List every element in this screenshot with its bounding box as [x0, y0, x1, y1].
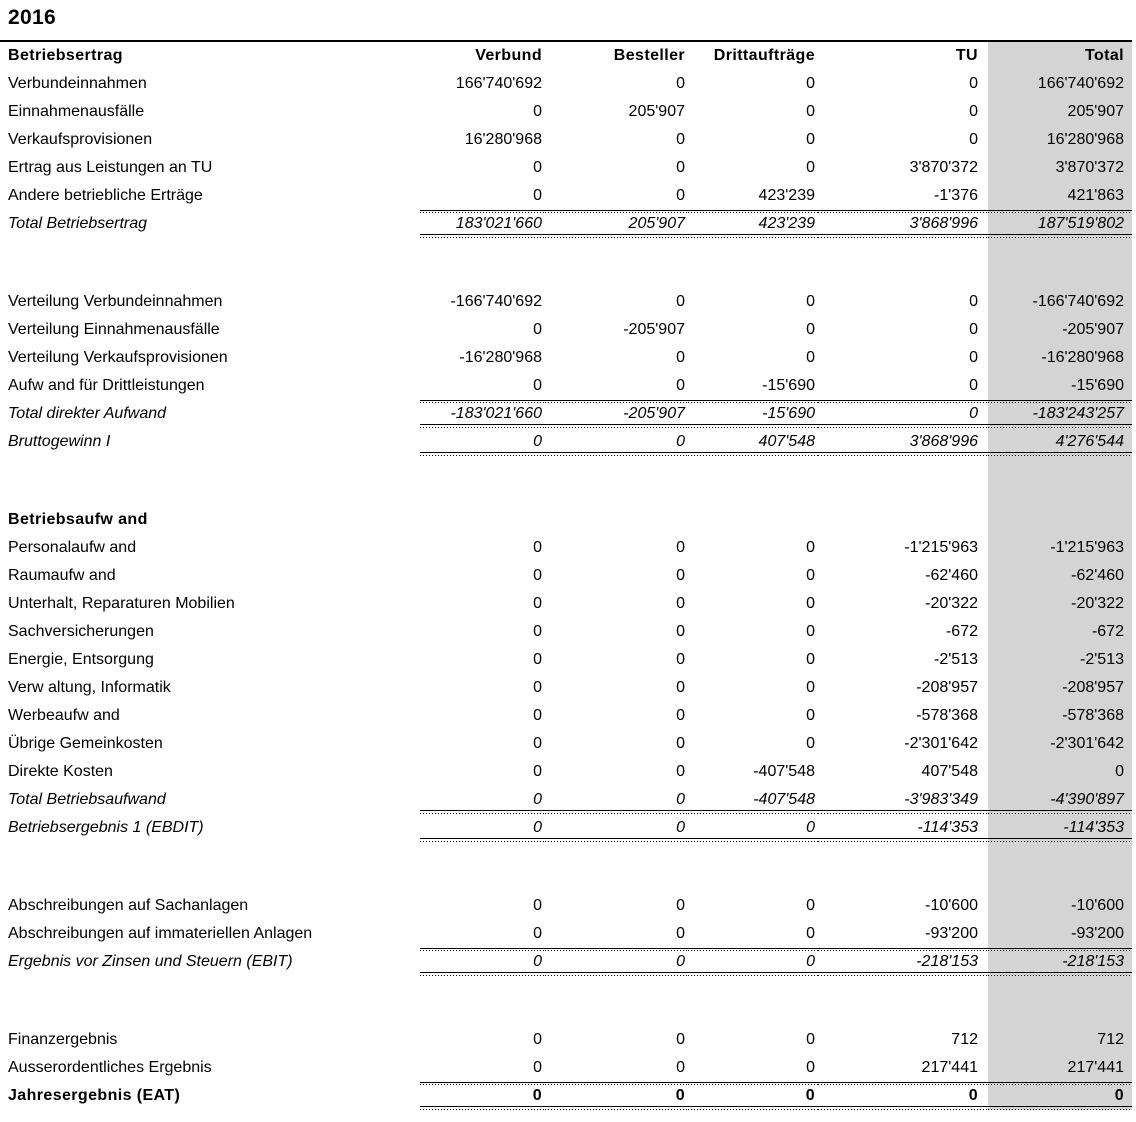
cell-total: -166'740'692 — [988, 288, 1132, 316]
cell-total — [988, 506, 1132, 534]
column-header-verbund: Verbund — [420, 41, 545, 70]
row-label — [0, 842, 420, 892]
spacer-row — [0, 842, 1132, 892]
table-row — [0, 98, 1132, 126]
table-row — [0, 1082, 1132, 1110]
cell-besteller: 0 — [676, 567, 685, 584]
row-label: Total Betriebsertrag — [8, 215, 148, 232]
cell-drittauftraege — [688, 506, 818, 534]
cell-tu: 0 — [818, 1082, 988, 1110]
row-label: Unterhalt, Reparaturen Mobilien — [8, 595, 235, 612]
cell-tu: 0 — [969, 321, 978, 338]
cell-total: 4'276'544 — [988, 428, 1132, 456]
cell-tu: -114'353 — [818, 814, 988, 842]
cell-besteller: 0 — [676, 1031, 685, 1048]
table-row — [0, 288, 1132, 316]
cell-besteller: 0 — [676, 187, 685, 204]
cell-tu: 712 — [951, 1031, 978, 1048]
cell-drittauftraege: 0 — [688, 948, 818, 976]
cell-besteller: 0 — [676, 349, 685, 366]
table-row — [0, 814, 1132, 842]
cell-verbund: 0 — [533, 763, 542, 780]
table-row — [0, 786, 1132, 814]
cell-besteller: 0 — [676, 539, 685, 556]
table-row — [0, 674, 1132, 702]
cell-verbund: 183'021'660 — [420, 210, 545, 238]
cell-drittauftraege: 0 — [806, 75, 815, 92]
cell-verbund: 0 — [533, 377, 542, 394]
cell-total: 0 — [988, 1082, 1132, 1110]
cell-verbund: 0 — [533, 567, 542, 584]
table-row — [0, 70, 1132, 98]
cell-verbund — [420, 238, 545, 288]
cell-besteller — [545, 238, 688, 288]
row-label: Verteilung Verkaufsprovisionen — [8, 349, 228, 366]
cell-besteller: 0 — [676, 763, 685, 780]
cell-verbund: -183'021'660 — [420, 400, 545, 428]
cell-drittauftraege: 0 — [806, 293, 815, 310]
row-label: Betriebsergebnis 1 (EBDIT) — [8, 819, 204, 836]
cell-besteller — [545, 456, 688, 506]
column-header-betriebsertrag: Betriebsertrag — [0, 41, 420, 70]
cell-total: 16'280'968 — [988, 126, 1132, 154]
table-row — [0, 702, 1132, 730]
row-label: Betriebsaufw and — [8, 511, 148, 528]
cell-tu: 0 — [969, 75, 978, 92]
cell-total: 3'870'372 — [988, 154, 1132, 182]
cell-besteller — [545, 842, 688, 892]
table-row — [0, 428, 1132, 456]
income-statement-table — [0, 40, 1132, 1110]
cell-tu — [818, 976, 988, 1026]
row-label: Personalaufw and — [8, 539, 137, 556]
row-label: Energie, Entsorgung — [8, 651, 154, 668]
cell-besteller: 0 — [545, 786, 688, 814]
cell-drittauftraege: 0 — [806, 925, 815, 942]
cell-verbund: 0 — [533, 321, 542, 338]
table-row — [0, 1054, 1132, 1082]
cell-besteller: 0 — [676, 679, 685, 696]
table-row — [0, 210, 1132, 238]
column-header-tu: TU — [818, 41, 988, 70]
table-row — [0, 1026, 1132, 1054]
cell-total: -1'215'963 — [988, 534, 1132, 562]
table-body — [0, 70, 1132, 1110]
row-label: Übrige Gemeinkosten — [8, 735, 163, 752]
table-row — [0, 590, 1132, 618]
page-title: 2016 — [8, 6, 56, 29]
cell-total — [988, 238, 1132, 288]
cell-besteller: 0 — [676, 1059, 685, 1076]
table-row — [0, 182, 1132, 210]
cell-drittauftraege: 0 — [806, 103, 815, 120]
cell-tu: 3'868'996 — [818, 210, 988, 238]
table-row — [0, 372, 1132, 400]
row-label — [0, 456, 420, 506]
cell-drittauftraege: 0 — [806, 623, 815, 640]
cell-total: 205'907 — [988, 98, 1132, 126]
cell-total — [988, 976, 1132, 1026]
cell-besteller — [545, 976, 688, 1026]
cell-besteller: 0 — [676, 75, 685, 92]
cell-drittauftraege: 0 — [806, 897, 815, 914]
spacer-row — [0, 238, 1132, 288]
cell-total: -20'322 — [988, 590, 1132, 618]
cell-besteller: 0 — [545, 814, 688, 842]
cell-besteller: 0 — [545, 1082, 688, 1110]
row-label: Total direkter Aufwand — [8, 405, 167, 422]
table-row — [0, 316, 1132, 344]
cell-tu: -2'301'642 — [904, 735, 978, 752]
cell-drittauftraege: -407'548 — [688, 786, 818, 814]
cell-verbund — [420, 842, 545, 892]
cell-total: 421'863 — [988, 182, 1132, 210]
cell-total: 217'441 — [988, 1054, 1132, 1082]
cell-verbund: -16'280'968 — [459, 349, 542, 366]
cell-besteller: 0 — [676, 293, 685, 310]
row-label: Sachversicherungen — [8, 623, 154, 640]
cell-tu: 0 — [969, 293, 978, 310]
cell-verbund: 0 — [420, 948, 545, 976]
row-label: Jahresergebnis (EAT) — [8, 1087, 181, 1104]
cell-total: 166'740'692 — [988, 70, 1132, 98]
cell-verbund: 0 — [533, 187, 542, 204]
cell-total: -93'200 — [988, 920, 1132, 948]
cell-total: -205'907 — [988, 316, 1132, 344]
cell-besteller: 0 — [676, 925, 685, 942]
cell-tu: 0 — [969, 131, 978, 148]
cell-total: -208'957 — [988, 674, 1132, 702]
cell-drittauftraege — [688, 976, 818, 1026]
table-row — [0, 892, 1132, 920]
cell-verbund: 0 — [533, 735, 542, 752]
cell-besteller: 205'907 — [628, 103, 685, 120]
cell-tu: 3'870'372 — [909, 159, 978, 176]
row-label: Ertrag aus Leistungen an TU — [8, 159, 213, 176]
cell-tu: 3'868'996 — [818, 428, 988, 456]
cell-verbund — [420, 506, 545, 534]
cell-tu: 0 — [969, 349, 978, 366]
cell-drittauftraege: 0 — [806, 1031, 815, 1048]
cell-total: -4'390'897 — [988, 786, 1132, 814]
cell-total: 187'519'802 — [988, 210, 1132, 238]
cell-verbund: 166'740'692 — [455, 75, 542, 92]
cell-drittauftraege: 423'239 — [688, 210, 818, 238]
cell-besteller: 0 — [676, 623, 685, 640]
cell-drittauftraege: 0 — [688, 1082, 818, 1110]
cell-verbund: 0 — [420, 1082, 545, 1110]
cell-drittauftraege: 0 — [806, 595, 815, 612]
cell-verbund — [420, 976, 545, 1026]
row-label: Werbeaufw and — [8, 707, 120, 724]
cell-drittauftraege: -15'690 — [762, 377, 815, 394]
cell-drittauftraege — [688, 842, 818, 892]
cell-tu: 407'548 — [921, 763, 978, 780]
cell-total — [988, 842, 1132, 892]
cell-verbund — [420, 456, 545, 506]
table-row — [0, 646, 1132, 674]
row-label: Aufw and für Drittleistungen — [8, 377, 205, 394]
cell-besteller: 0 — [545, 948, 688, 976]
table-row — [0, 920, 1132, 948]
cell-besteller: -205'907 — [545, 400, 688, 428]
cell-total: -672 — [988, 618, 1132, 646]
cell-besteller: 0 — [676, 651, 685, 668]
table-row — [0, 730, 1132, 758]
column-header-total: Total — [988, 41, 1132, 70]
column-header-drittauftraege: Drittaufträge — [688, 41, 818, 70]
cell-drittauftraege: 0 — [806, 159, 815, 176]
cell-tu: 0 — [969, 377, 978, 394]
cell-tu: -1'215'963 — [904, 539, 978, 556]
spacer-row — [0, 976, 1132, 1026]
cell-drittauftraege: 0 — [806, 567, 815, 584]
cell-tu — [818, 456, 988, 506]
cell-total: -114'353 — [988, 814, 1132, 842]
row-label: Direkte Kosten — [8, 763, 113, 780]
cell-tu: -1'376 — [934, 187, 978, 204]
cell-verbund: 0 — [533, 897, 542, 914]
cell-total: -578'368 — [988, 702, 1132, 730]
cell-verbund: 0 — [533, 679, 542, 696]
section-row — [0, 506, 1132, 534]
cell-drittauftraege: 0 — [806, 539, 815, 556]
cell-total: -15'690 — [988, 372, 1132, 400]
table-row — [0, 948, 1132, 976]
row-label: Verw altung, Informatik — [8, 679, 171, 696]
row-label: Andere betriebliche Erträge — [8, 187, 203, 204]
cell-total: 712 — [988, 1026, 1132, 1054]
cell-drittauftraege: 0 — [806, 131, 815, 148]
cell-tu: -578'368 — [916, 707, 978, 724]
cell-besteller: 0 — [676, 897, 685, 914]
cell-drittauftraege: 0 — [806, 707, 815, 724]
cell-total: -10'600 — [988, 892, 1132, 920]
cell-tu: -20'322 — [925, 595, 978, 612]
cell-tu — [818, 506, 988, 534]
cell-total: -183'243'257 — [988, 400, 1132, 428]
row-label — [0, 976, 420, 1026]
cell-drittauftraege: 0 — [806, 679, 815, 696]
cell-verbund: 0 — [533, 1059, 542, 1076]
cell-verbund: 0 — [420, 428, 545, 456]
cell-tu: -10'600 — [925, 897, 978, 914]
cell-drittauftraege: 0 — [806, 735, 815, 752]
cell-total: -218'153 — [988, 948, 1132, 976]
cell-drittauftraege — [688, 456, 818, 506]
cell-tu: -93'200 — [925, 925, 978, 942]
row-label: Verbundeinnahmen — [8, 75, 147, 92]
table-row — [0, 400, 1132, 428]
row-label: Abschreibungen auf Sachanlagen — [8, 897, 249, 914]
cell-drittauftraege: 0 — [806, 349, 815, 366]
row-label: Verteilung Einnahmenausfälle — [8, 321, 220, 338]
cell-verbund: 0 — [533, 159, 542, 176]
cell-tu: 0 — [969, 103, 978, 120]
cell-tu: -62'460 — [925, 567, 978, 584]
spacer-row — [0, 456, 1132, 506]
cell-tu: 0 — [818, 400, 988, 428]
cell-tu: -672 — [945, 623, 978, 640]
cell-verbund: 0 — [533, 651, 542, 668]
cell-drittauftraege: 407'548 — [688, 428, 818, 456]
cell-verbund: 0 — [533, 539, 542, 556]
cell-tu: -208'957 — [916, 679, 978, 696]
cell-verbund: 0 — [420, 814, 545, 842]
row-label: Total Betriebsaufwand — [8, 791, 166, 808]
row-label: Bruttogewinn I — [8, 433, 111, 450]
table-row — [0, 618, 1132, 646]
cell-verbund: 0 — [533, 925, 542, 942]
cell-besteller: 0 — [676, 707, 685, 724]
cell-verbund: 16'280'968 — [464, 131, 542, 148]
row-label: Verkaufsprovisionen — [8, 131, 153, 148]
cell-tu — [818, 238, 988, 288]
cell-total: -16'280'968 — [988, 344, 1132, 372]
row-label: Einnahmenausfälle — [8, 103, 145, 120]
table-row — [0, 562, 1132, 590]
cell-total: 0 — [988, 758, 1132, 786]
cell-verbund: 0 — [420, 786, 545, 814]
cell-besteller: 0 — [676, 735, 685, 752]
cell-total — [988, 456, 1132, 506]
row-label: Raumaufw and — [8, 567, 116, 584]
cell-verbund: 0 — [533, 1031, 542, 1048]
row-label: Ausserordentliches Ergebnis — [8, 1059, 212, 1076]
table-row — [0, 534, 1132, 562]
cell-drittauftraege: -407'548 — [753, 763, 815, 780]
cell-drittauftraege: 0 — [806, 1059, 815, 1076]
cell-total: -2'513 — [988, 646, 1132, 674]
table-row — [0, 126, 1132, 154]
cell-verbund: -166'740'692 — [450, 293, 542, 310]
table-row — [0, 758, 1132, 786]
cell-tu: -3'983'349 — [818, 786, 988, 814]
row-label: Ergebnis vor Zinsen und Steuern (EBIT) — [8, 953, 293, 970]
cell-total: -2'301'642 — [988, 730, 1132, 758]
cell-verbund: 0 — [533, 707, 542, 724]
cell-total: -62'460 — [988, 562, 1132, 590]
cell-tu: 217'441 — [921, 1059, 978, 1076]
cell-drittauftraege: 0 — [688, 814, 818, 842]
cell-tu: -218'153 — [818, 948, 988, 976]
row-label: Abschreibungen auf immateriellen Anlagen — [8, 925, 313, 942]
cell-besteller: 0 — [676, 159, 685, 176]
cell-tu: -2'513 — [934, 651, 978, 668]
cell-besteller: 205'907 — [545, 210, 688, 238]
cell-besteller: 0 — [676, 377, 685, 394]
cell-drittauftraege: 0 — [806, 321, 815, 338]
table-row — [0, 344, 1132, 372]
row-label — [0, 238, 420, 288]
cell-drittauftraege — [688, 238, 818, 288]
cell-besteller: 0 — [676, 131, 685, 148]
column-header-besteller: Besteller — [545, 41, 688, 70]
cell-drittauftraege: 0 — [806, 651, 815, 668]
cell-besteller: 0 — [676, 595, 685, 612]
cell-verbund: 0 — [533, 595, 542, 612]
header-row — [0, 41, 1132, 70]
cell-besteller: -205'907 — [623, 321, 685, 338]
table-row — [0, 154, 1132, 182]
row-label: Finanzergebnis — [8, 1031, 118, 1048]
cell-tu — [818, 842, 988, 892]
cell-drittauftraege: -15'690 — [688, 400, 818, 428]
cell-verbund: 0 — [533, 103, 542, 120]
cell-verbund: 0 — [533, 623, 542, 640]
cell-besteller — [545, 506, 688, 534]
cell-drittauftraege: 423'239 — [758, 187, 815, 204]
row-label: Verteilung Verbundeinnahmen — [8, 293, 223, 310]
cell-besteller: 0 — [545, 428, 688, 456]
